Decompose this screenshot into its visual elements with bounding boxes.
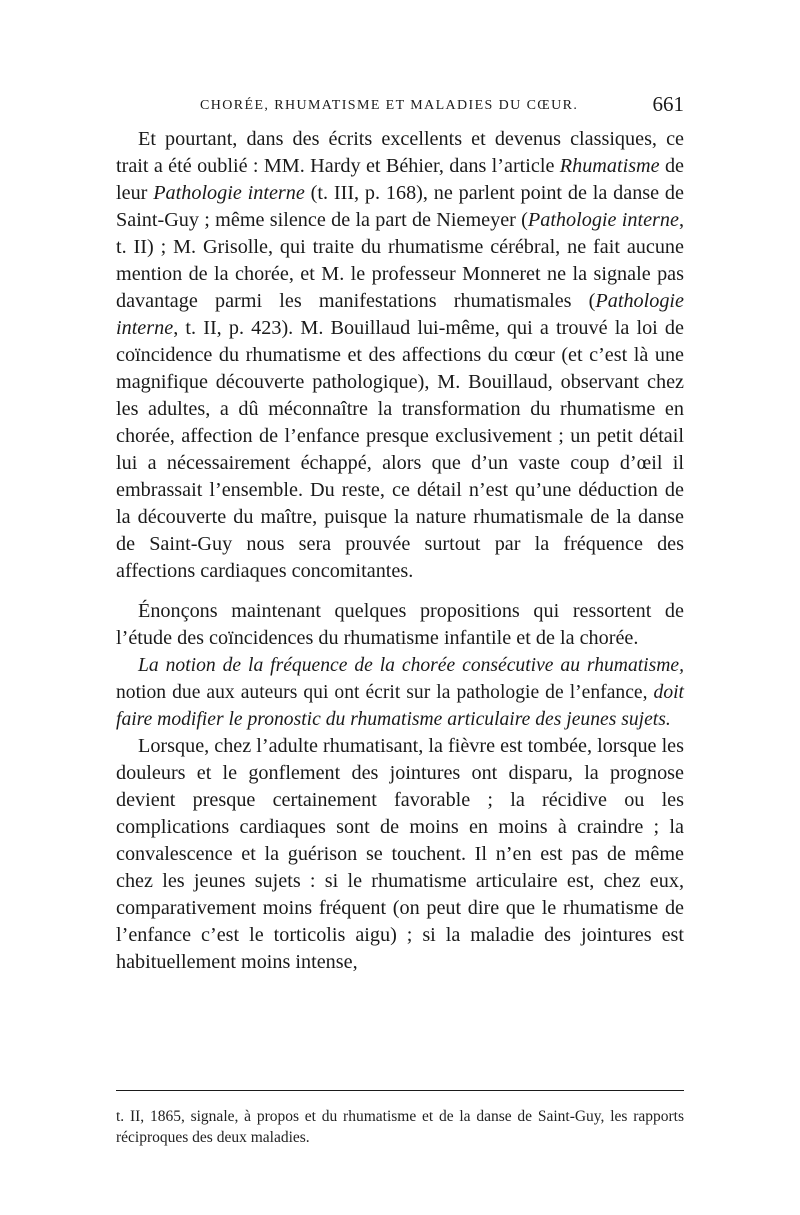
paragraph-2: Énonçons maintenant quelques propositions qui ressortent de l’étude des coïncidences du rhumatisme infantile et de la chorée. (116, 600, 684, 649)
running-title: CHORÉE, RHUMATISME ET MALADIES DU CŒUR. (200, 98, 579, 113)
paragraph-3-proposition: La notion de la fréquence de la chorée consécutive au rhumatisme, notion due aux auteurs qui ont écrit sur la pathologie de l’enfance, doit faire modifier le pronostic du rhumatisme articulaire des jeunes sujets. (116, 655, 684, 730)
main-text (116, 126, 684, 976)
paragraph-1: Et pourtant, dans des écrits excellents et devenus classiques, ce trait a été oublié : MM. Hardy et Béhier, dans l’article Rhumatisme de leur Pathologie interne (t. III, p. 168), ne parlent point de la danse de Saint-Guy ; même silence de la part de Niemeyer (Pathologie interne, t. II) ; M. Grisolle, qui traite du rhumatisme cérébral, ne fait aucune mention de la chorée, et M. le professeur Monneret ne la signale pas davantage parmi les manifestations rhumatismales (Pathologie interne, t. II, p. 423). M. Bouillaud lui-même, qui a trouvé la loi de coïncidence du rhumatisme et des affections du cœur (et c’est là une magnifique découverte pathologique), M. Bouillaud, observant chez les adultes, a dû méconnaître la transformation du rhumatisme en chorée, affection de l’enfance presque exclusivement ; un petit détail lui a nécessairement échappé, alors que d’un vaste coup d’œil il embrassait l’ensemble. Du reste, ce détail n’est qu’une déduction de la découverte du maître, puisque la nature rhumatismale de la danse de Saint-Guy nous sera prouvée surtout par la fréquence des affections cardiaques concomitantes. (116, 128, 685, 582)
paragraph-4: Lorsque, chez l’adulte rhumatisant, la fièvre est tombée, lorsque les douleurs et le gonflement des jointures ont disparu, la prognose devient presque certainement favorable ; la récidive ou les complications cardiaques sont de moins en moins à craindre ; la convalescence et la guérison se touchent. Il n’en est pas de même chez les jeunes sujets : si le rhumatisme articulaire est, chez eux, comparativement moins fréquent (on peut dire que le rhumatisme de l’enfance c’est le torticolis aigu) ; si la maladie des jointures est habituellement moins intense, (116, 735, 684, 973)
footnote-divider (116, 1090, 684, 1091)
page-header (118, 92, 684, 122)
footnote: t. II, 1865, signale, à propos et du rhumatisme et de la danse de Saint-Guy, les rapports réciproques des deux maladies. (116, 1108, 684, 1146)
page-number: 661 (652, 92, 684, 116)
